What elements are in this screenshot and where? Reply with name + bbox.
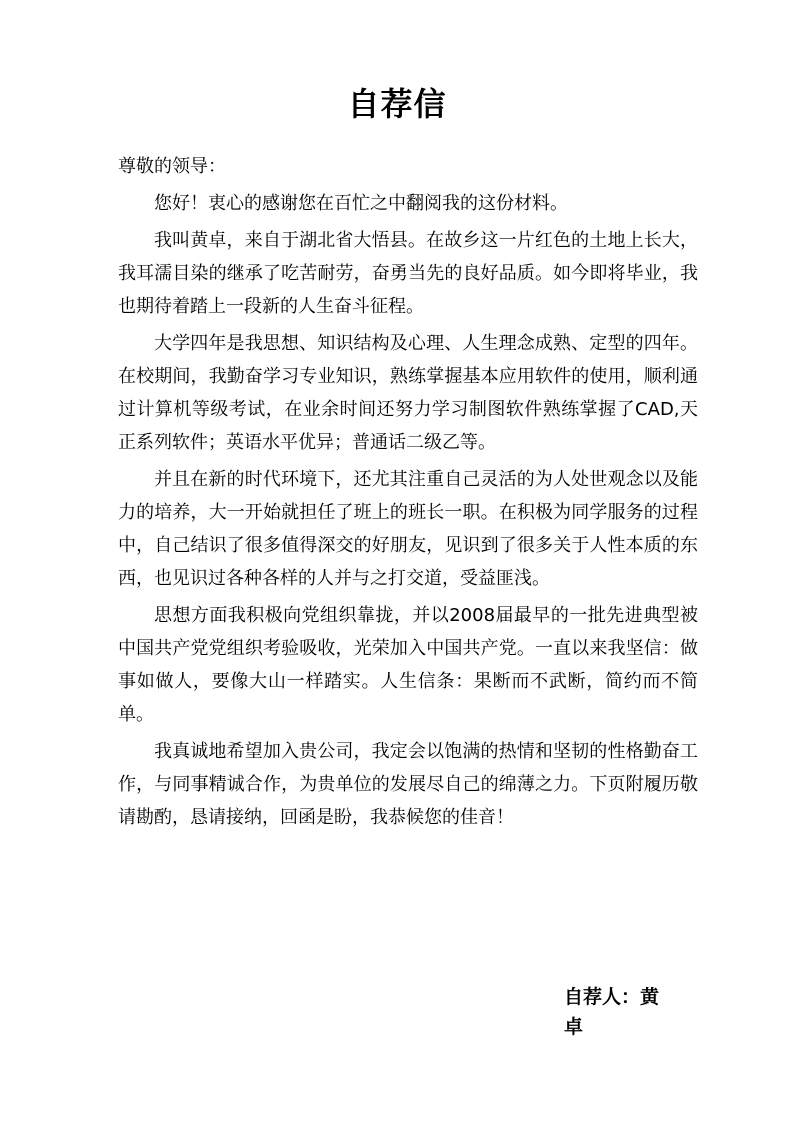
paragraph-closing: 我真诚地希望加入贵公司，我定会以饱满的热情和坚韧的性格勤奋工作，与同事精诚合作，为贵单位的发展尽自己的绵薄之力。下页附履历敬请勘酌，恳请接纳，回函是盼，我恭候您的佳音！ <box>118 741 698 828</box>
signature-name: 黄卓 <box>563 986 677 1038</box>
signature <box>564 982 696 1042</box>
paragraph-education: 大学四年是我思想、知识结构及心理、人生理念成熟、定型的四年。在校期间，我勤奋学习专业知识，熟练掌握基本应用软件的使用，顺利通过计算机等级考试，在业余时间还努力学习制图软件熟练掌握了CAD,天正系列软件；英语水平优异；普通话二级乙等。 <box>118 333 698 453</box>
paragraph-political: 思想方面我积极向党组织靠拢，并以2008届最早的一批先进典型被中国共产党党组织考验吸收，光荣加入中国共产党。一直以来我坚信：做事如做人，要像大山一样踏实。人生信条：果断而不武断，简约而不简单。 <box>118 605 698 725</box>
paragraph-introduction: 我叫黄卓，来自于湖北省大悟县。在故乡这一片红色的土地上长大，我耳濡目染的继承了吃苦耐劳，奋勇当先的良好品质。如今即将毕业，我也期待着踏上一段新的人生奋斗征程。 <box>118 230 698 317</box>
letter-body <box>118 150 698 838</box>
document-title: 自荐信 <box>347 85 447 123</box>
paragraph-greeting: 您好！衷心的感谢您在百忙之中翻阅我的这份材料。 <box>154 193 568 214</box>
signature-label: 自荐人： <box>563 986 640 1008</box>
salutation: 尊敬的领导： <box>118 156 226 177</box>
paragraph-leadership: 并且在新的时代环境下，还尤其注重自己灵活的为人处世观念以及能力的培养，大一开始就担任了班上的班长一职。在积极为同学服务的过程中，自己结识了很多值得深交的好朋友，见识到了很多关于人性本质的东西，也见识过各种各样的人并与之打交道，受益匪浅。 <box>118 469 698 589</box>
